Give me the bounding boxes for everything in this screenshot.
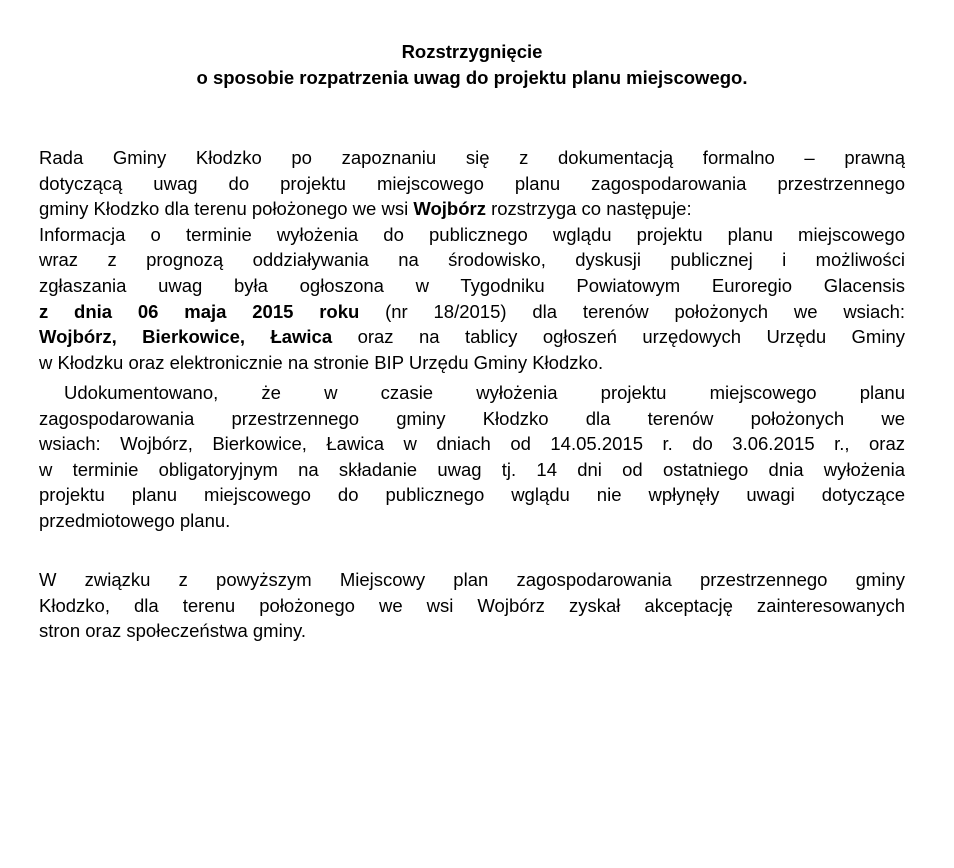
document-title-line1: Rozstrzygnięcie [401,41,543,62]
text-line: dotyczącą uwag do projektu miejscowego planu zagospodarowania przestrzennego [39,172,905,194]
text-line: Rada Gminy Kłodzko po zapoznaniu się z dokumentacją formalno – prawną [39,147,905,168]
text-span: gminy Kłodzko dla terenu położonego we wsi [39,198,414,220]
text-span: rozstrzyga co następuje: [485,198,692,220]
text-line: projektu planu miejscowego do publicznego wglądu nie wpłynęły uwagi dotyczące [39,484,905,506]
announcement-date: z dnia 06 maja 2015 roku [39,300,360,322]
paragraph-3 [39,567,905,644]
text-span: (nr 18/2015) dla terenów położonych we wsiach: [359,300,905,322]
text-line [39,324,905,350]
text-line: przedmiotowego planu. [39,509,231,531]
paragraph-1 [39,145,905,375]
text-line: zagospodarowania przestrzennego gminy Kłodzko dla terenów położonych we [39,407,905,429]
document-title-line2: o sposobie rozpatrzenia uwag do projektu planu miejscowego. [196,67,748,88]
text-line: zgłaszania uwag była ogłoszona w Tygodniku Powiatowym Euroregio Glacensis [39,274,905,296]
paragraph-2 [39,380,905,534]
text-line [39,196,905,222]
text-line: Udokumentowano, że w czasie wyłożenia projektu miejscowego planu [64,382,905,403]
text-span: oraz na tablicy ogłoszeń urzędowych Urzędu Gminy [332,326,905,348]
text-line: wraz z prognozą oddziaływania na środowisko, dyskusji publicznej i możliwości [39,249,905,271]
text-line: Informacja o terminie wyłożenia do publicznego wglądu projektu planu miejscowego [39,223,905,245]
text-line: w terminie obligatoryjnym na składanie uwag tj. 14 dni od ostatniego dnia wyłożenia [39,458,905,480]
text-line: wsiach: Wojbórz, Bierkowice, Ławica w dniach od 14.05.2015 r. do 3.06.2015 r., oraz [39,433,905,455]
text-line: W związku z powyższym Miejscowy plan zagospodarowania przestrzennego gminy [39,569,905,590]
village-name: Wojbórz [413,198,486,220]
text-line: w Kłodzku oraz elektronicznie na stronie BIP Urzędu Gminy Kłodzko. [39,351,604,373]
text-line: Kłodzko, dla terenu położonego we wsi Wojbórz zyskał akceptację zainteresowanych [39,594,905,616]
text-line [39,299,905,325]
village-list: Wojbórz, Bierkowice, Ławica [39,326,333,348]
text-line: stron oraz społeczeństwa gminy. [39,620,306,642]
